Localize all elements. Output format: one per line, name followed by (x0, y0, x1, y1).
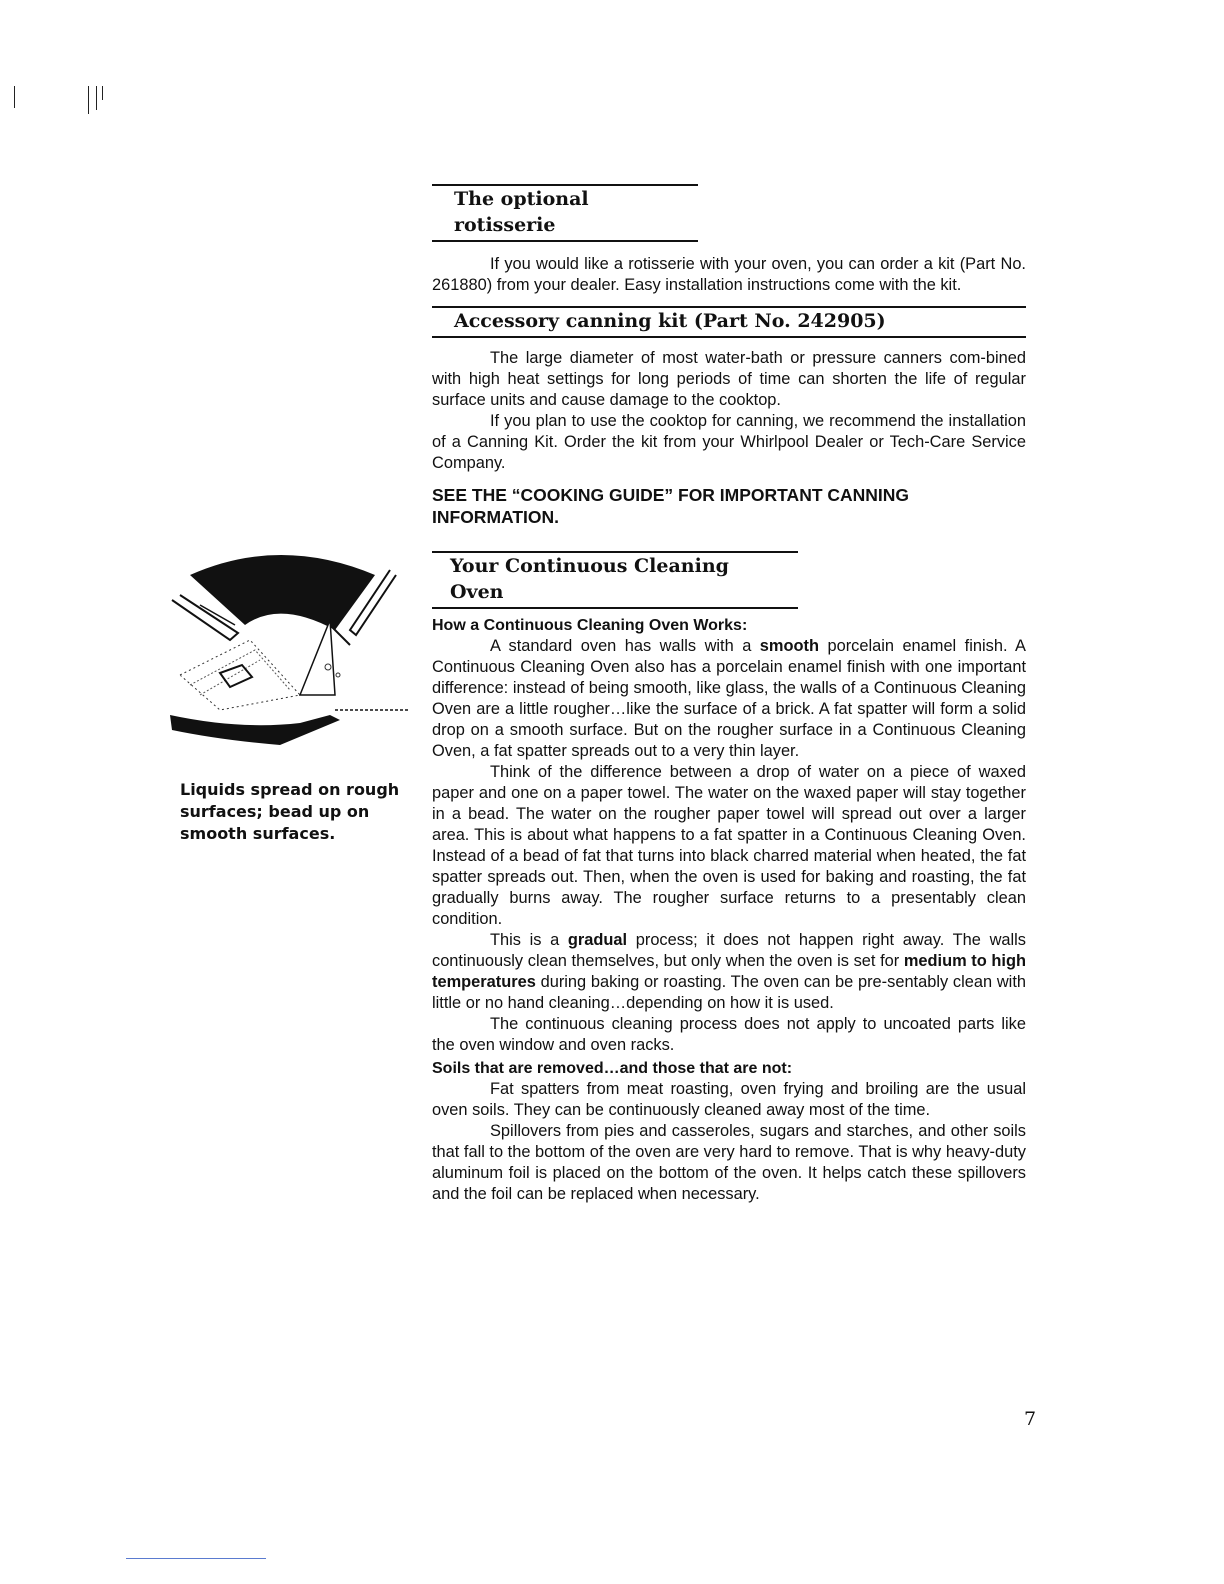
canning-paragraph-2: If you plan to use the cooktop for canning, we recommend the installation of a Canning Kit. Order the kit from your Whirlpool Dealer or Tech-Care Service Company. (432, 412, 1026, 472)
oven-subheading-works: How a Continuous Cleaning Oven Works: (432, 617, 748, 634)
oven-p3-bold-temps: medium to high temperatures (432, 952, 1026, 991)
oven-p3-text-a: This is a (490, 931, 568, 949)
oven-p3-text-c: process; it does not happen right away. The walls continuously clean themselves, but only when the oven is set for (432, 931, 1026, 970)
illustration-caption: Liquids spread on rough surfaces; bead up on smooth surfaces. (180, 780, 400, 843)
oven-paragraph-6: Spillovers from pies and casseroles, sugars and starches, and other soils that fall to the bottom of the oven are very hard to remove. That is why heavy-duty aluminum foil is placed on the bottom of the oven. It helps catch these spillovers and the foil can be replaced when necessary. (432, 1122, 1026, 1203)
page-number: 7 (1024, 1408, 1037, 1430)
rotisserie-text: If you would like a rotisserie with your oven, you can order a kit (Part No. 261880) from your dealer. Easy installation instructions come with the kit. (432, 255, 1026, 294)
oven-paragraph-1 (432, 636, 1026, 762)
oven-p1-bold: smooth (759, 637, 819, 655)
oven-paragraph-2: Think of the difference between a drop of water on a piece of waxed paper and one on a paper towel. The water on the waxed paper will stay together in a bead. The water on the rougher paper towel will spread out over a larger area. This is about what happens to a fat spatter in a Continuous Cleaning Oven. Instead of a bead of fat that turns into black charred material when heated, the fat spatter spreads out. Then, when the oven is used for baking and roasting, the fat gradually burns away. The rougher surface returns to a presentably clean condition. (432, 763, 1026, 928)
oven-p3-bold-gradual: gradual (567, 931, 628, 949)
oven-section (432, 551, 1026, 1205)
oven-p3-text-e: during baking or roasting. The oven can be pre-sentably clean with little or no hand cleaning…depending on how it is used. (432, 973, 1026, 1012)
rotisserie-heading: The optional rotisserie (454, 188, 589, 236)
spread-illustration (160, 545, 410, 750)
oven-subheading-soils: Soils that are removed…and those that are not: (432, 1060, 793, 1077)
oven-paragraph-4: The continuous cleaning process does not apply to uncoated parts like the oven window and oven racks. (432, 1015, 1026, 1054)
oven-paragraph-3 (432, 930, 1026, 1014)
canning-paragraph-1: The large diameter of most water-bath or pressure canners com-bined with high heat settings for long periods of time can shorten the life of regular surface units and cause damage to the cooktop. (432, 349, 1026, 409)
canning-notice: SEE THE “COOKING GUIDE” FOR IMPORTANT CANNING INFORMATION. (432, 485, 910, 527)
bottom-divider (126, 1558, 266, 1559)
rotisserie-section (432, 184, 1026, 296)
oven-paragraph-5: Fat spatters from meat roasting, oven frying and broiling are the usual oven soils. They can be continuously cleaned away most of the time. (432, 1080, 1026, 1119)
canning-heading: Accessory canning kit (Part No. 242905) (432, 308, 1026, 338)
oven-p1-text-a: A standard oven has walls with a (490, 637, 760, 655)
oven-heading: Your Continuous Cleaning Oven (450, 555, 729, 603)
canning-section (432, 306, 1026, 528)
oven-p1-text-c: porcelain enamel finish. A Continuous Cleaning Oven also has a porcelain enamel finish with one important difference: instead of being smooth, like glass, the walls of a Continuous Cleaning Oven are a little rougher…like the surface of a brick. A fat spatter will form a solid drop on a smooth surface. But on the rougher surface in a Continuous Cleaning Oven, a fat spatter spreads out to a very thin layer. (432, 637, 1026, 760)
